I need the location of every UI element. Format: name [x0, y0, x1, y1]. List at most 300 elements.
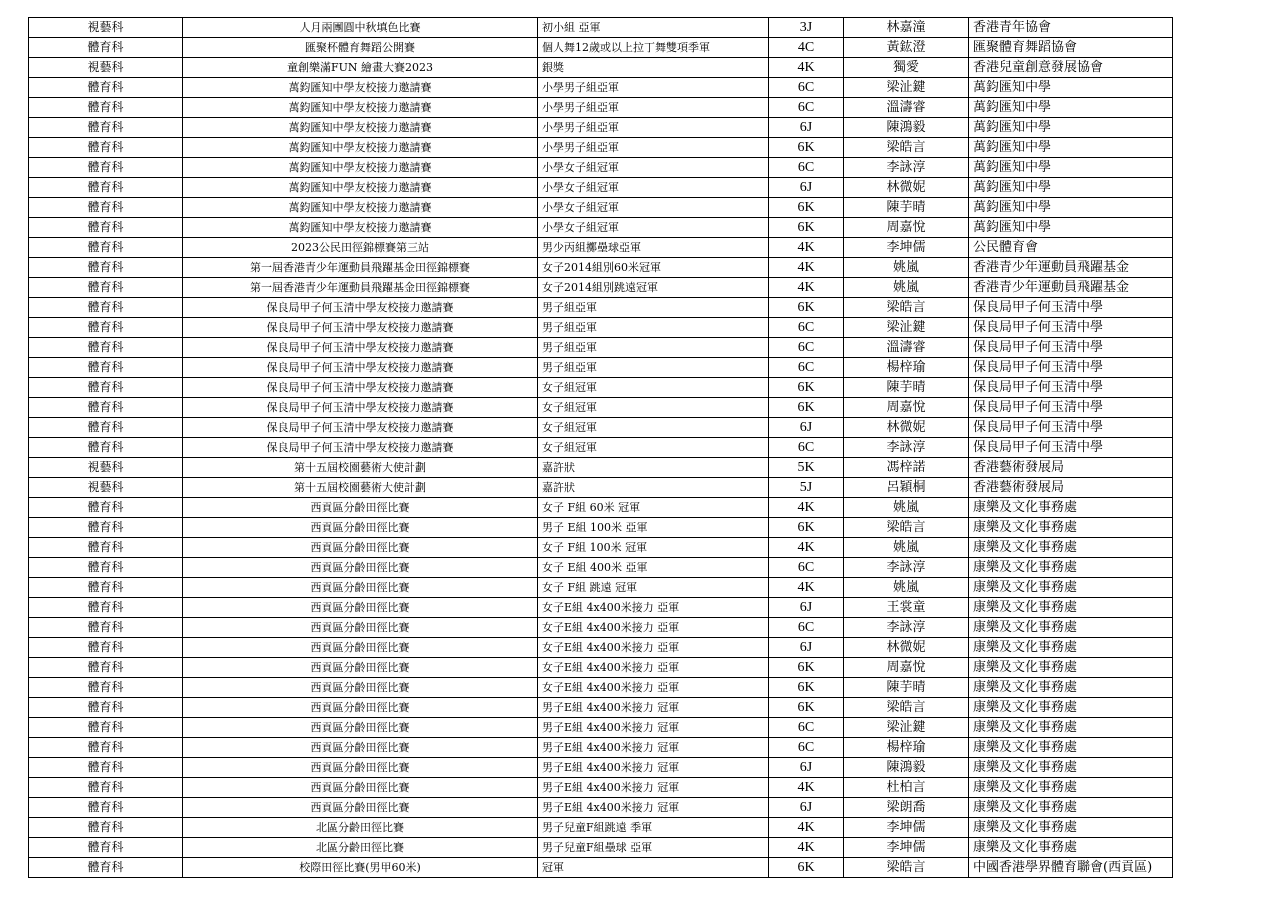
class-cell: 6J	[769, 638, 844, 658]
organizer-cell: 保良局甲子何玉清中學	[969, 398, 1173, 418]
event-cell: 西貢區分齡田徑比賽	[183, 498, 538, 518]
event-cell: 保良局甲子何玉清中學友校接力邀請賽	[183, 438, 538, 458]
event-cell: 第一屆香港青少年運動員飛躍基金田徑錦標賽	[183, 258, 538, 278]
organizer-cell: 保良局甲子何玉清中學	[969, 418, 1173, 438]
organizer-cell: 保良局甲子何玉清中學	[969, 358, 1173, 378]
student-name-cell: 姚嵐	[844, 278, 969, 298]
student-name-cell: 李坤儒	[844, 838, 969, 858]
award-cell: 女子E組 4x400米接力 亞軍	[538, 658, 769, 678]
award-cell: 小學女子組冠軍	[538, 158, 769, 178]
student-name-cell: 王裳童	[844, 598, 969, 618]
table-row	[29, 238, 1173, 258]
student-name-cell: 楊梓瑜	[844, 358, 969, 378]
event-cell: 第十五屆校園藝術大使計劃	[183, 458, 538, 478]
subject-cell: 體育科	[29, 838, 183, 858]
class-cell: 6J	[769, 178, 844, 198]
student-name-cell: 李坤儒	[844, 818, 969, 838]
event-cell: 校際田徑比賽(男甲60米)	[183, 858, 538, 878]
class-cell: 6K	[769, 298, 844, 318]
organizer-cell: 萬鈞匯知中學	[969, 98, 1173, 118]
award-cell: 男子E組 4x400米接力 冠軍	[538, 698, 769, 718]
event-cell: 匯聚杯體育舞蹈公開賽	[183, 38, 538, 58]
table-row	[29, 798, 1173, 818]
event-cell: 北區分齡田徑比賽	[183, 838, 538, 858]
student-name-cell: 梁朗喬	[844, 798, 969, 818]
subject-cell: 體育科	[29, 138, 183, 158]
table-row	[29, 858, 1173, 878]
student-name-cell: 李詠淳	[844, 618, 969, 638]
organizer-cell: 萬鈞匯知中學	[969, 218, 1173, 238]
organizer-cell: 康樂及文化事務處	[969, 838, 1173, 858]
organizer-cell: 康樂及文化事務處	[969, 618, 1173, 638]
subject-cell: 體育科	[29, 218, 183, 238]
organizer-cell: 康樂及文化事務處	[969, 738, 1173, 758]
organizer-cell: 康樂及文化事務處	[969, 798, 1173, 818]
organizer-cell: 萬鈞匯知中學	[969, 158, 1173, 178]
table-row	[29, 478, 1173, 498]
class-cell: 4K	[769, 238, 844, 258]
subject-cell: 體育科	[29, 718, 183, 738]
award-cell: 男子組亞軍	[538, 318, 769, 338]
organizer-cell: 康樂及文化事務處	[969, 678, 1173, 698]
table-row	[29, 538, 1173, 558]
student-name-cell: 楊梓瑜	[844, 738, 969, 758]
subject-cell: 視藝科	[29, 458, 183, 478]
class-cell: 6J	[769, 118, 844, 138]
class-cell: 6K	[769, 678, 844, 698]
student-name-cell: 周嘉悅	[844, 218, 969, 238]
table-row	[29, 178, 1173, 198]
award-cell: 男子 E組 100米 亞軍	[538, 518, 769, 538]
subject-cell: 體育科	[29, 318, 183, 338]
student-name-cell: 梁皓言	[844, 698, 969, 718]
event-cell: 西貢區分齡田徑比賽	[183, 518, 538, 538]
subject-cell: 體育科	[29, 278, 183, 298]
award-cell: 女子 F組 60米 冠軍	[538, 498, 769, 518]
student-name-cell: 陳鴻毅	[844, 118, 969, 138]
award-cell: 男子E組 4x400米接力 冠軍	[538, 758, 769, 778]
event-cell: 人月兩團圓中秋填色比賽	[183, 18, 538, 38]
event-cell: 2023公民田徑錦標賽第三站	[183, 238, 538, 258]
award-cell: 女子E組 4x400米接力 亞軍	[538, 618, 769, 638]
event-cell: 萬鈞匯知中學友校接力邀請賽	[183, 158, 538, 178]
subject-cell: 體育科	[29, 798, 183, 818]
organizer-cell: 萬鈞匯知中學	[969, 78, 1173, 98]
event-cell: 保良局甲子何玉清中學友校接力邀請賽	[183, 378, 538, 398]
class-cell: 4K	[769, 778, 844, 798]
student-name-cell: 陳芋晴	[844, 198, 969, 218]
student-name-cell: 周嘉悅	[844, 398, 969, 418]
class-cell: 6K	[769, 378, 844, 398]
class-cell: 6C	[769, 78, 844, 98]
award-cell: 女子組冠軍	[538, 418, 769, 438]
table-row	[29, 38, 1173, 58]
event-cell: 西貢區分齡田徑比賽	[183, 738, 538, 758]
student-name-cell: 姚嵐	[844, 578, 969, 598]
student-name-cell: 梁沚鍵	[844, 318, 969, 338]
subject-cell: 體育科	[29, 258, 183, 278]
table-row	[29, 118, 1173, 138]
student-name-cell: 周嘉悅	[844, 658, 969, 678]
subject-cell: 體育科	[29, 658, 183, 678]
subject-cell: 體育科	[29, 398, 183, 418]
class-cell: 4K	[769, 578, 844, 598]
subject-cell: 體育科	[29, 858, 183, 878]
organizer-cell: 康樂及文化事務處	[969, 718, 1173, 738]
subject-cell: 體育科	[29, 38, 183, 58]
award-cell: 男子E組 4x400米接力 冠軍	[538, 738, 769, 758]
organizer-cell: 康樂及文化事務處	[969, 558, 1173, 578]
table-row	[29, 338, 1173, 358]
class-cell: 6K	[769, 518, 844, 538]
award-cell: 小學女子組冠軍	[538, 178, 769, 198]
class-cell: 6K	[769, 138, 844, 158]
award-cell: 男子兒童F組壘球 亞軍	[538, 838, 769, 858]
event-cell: 西貢區分齡田徑比賽	[183, 778, 538, 798]
subject-cell: 體育科	[29, 758, 183, 778]
organizer-cell: 萬鈞匯知中學	[969, 198, 1173, 218]
award-cell: 女子 E組 400米 亞軍	[538, 558, 769, 578]
student-name-cell: 梁皓言	[844, 858, 969, 878]
class-cell: 6J	[769, 798, 844, 818]
event-cell: 萬鈞匯知中學友校接力邀請賽	[183, 98, 538, 118]
subject-cell: 體育科	[29, 78, 183, 98]
event-cell: 萬鈞匯知中學友校接力邀請賽	[183, 218, 538, 238]
event-cell: 保良局甲子何玉清中學友校接力邀請賽	[183, 358, 538, 378]
organizer-cell: 保良局甲子何玉清中學	[969, 438, 1173, 458]
event-cell: 西貢區分齡田徑比賽	[183, 598, 538, 618]
organizer-cell: 香港藝術發展局	[969, 458, 1173, 478]
event-cell: 第十五屆校園藝術大使計劃	[183, 478, 538, 498]
awards-table-body	[29, 18, 1173, 878]
table-row	[29, 378, 1173, 398]
award-cell: 初小組 亞軍	[538, 18, 769, 38]
organizer-cell: 康樂及文化事務處	[969, 818, 1173, 838]
organizer-cell: 香港青年協會	[969, 18, 1173, 38]
subject-cell: 體育科	[29, 438, 183, 458]
student-name-cell: 李詠淳	[844, 438, 969, 458]
table-row	[29, 578, 1173, 598]
award-cell: 小學女子組冠軍	[538, 218, 769, 238]
organizer-cell: 康樂及文化事務處	[969, 598, 1173, 618]
subject-cell: 體育科	[29, 198, 183, 218]
student-name-cell: 梁皓言	[844, 138, 969, 158]
table-row	[29, 458, 1173, 478]
event-cell: 西貢區分齡田徑比賽	[183, 798, 538, 818]
class-cell: 6J	[769, 598, 844, 618]
organizer-cell: 康樂及文化事務處	[969, 658, 1173, 678]
award-cell: 冠軍	[538, 858, 769, 878]
event-cell: 西貢區分齡田徑比賽	[183, 698, 538, 718]
class-cell: 6C	[769, 618, 844, 638]
subject-cell: 體育科	[29, 818, 183, 838]
awards-table	[28, 17, 1173, 878]
award-cell: 男子組亞軍	[538, 358, 769, 378]
event-cell: 西貢區分齡田徑比賽	[183, 678, 538, 698]
event-cell: 西貢區分齡田徑比賽	[183, 718, 538, 738]
organizer-cell: 萬鈞匯知中學	[969, 178, 1173, 198]
award-cell: 男少丙組擲壘球亞軍	[538, 238, 769, 258]
award-cell: 男子兒童F組跳遠 季軍	[538, 818, 769, 838]
table-row	[29, 78, 1173, 98]
event-cell: 西貢區分齡田徑比賽	[183, 658, 538, 678]
class-cell: 6K	[769, 658, 844, 678]
organizer-cell: 保良局甲子何玉清中學	[969, 298, 1173, 318]
table-row	[29, 498, 1173, 518]
table-row	[29, 618, 1173, 638]
award-cell: 嘉許狀	[538, 478, 769, 498]
student-name-cell: 李詠淳	[844, 158, 969, 178]
subject-cell: 體育科	[29, 698, 183, 718]
class-cell: 6C	[769, 98, 844, 118]
class-cell: 5J	[769, 478, 844, 498]
student-name-cell: 姚嵐	[844, 498, 969, 518]
class-cell: 6C	[769, 738, 844, 758]
table-row	[29, 838, 1173, 858]
organizer-cell: 中國香港學界體育聯會(西貢區)	[969, 858, 1173, 878]
subject-cell: 體育科	[29, 738, 183, 758]
table-row	[29, 658, 1173, 678]
award-cell: 女子組冠軍	[538, 438, 769, 458]
table-row	[29, 218, 1173, 238]
subject-cell: 體育科	[29, 618, 183, 638]
table-row	[29, 738, 1173, 758]
subject-cell: 視藝科	[29, 18, 183, 38]
table-row	[29, 278, 1173, 298]
subject-cell: 體育科	[29, 538, 183, 558]
organizer-cell: 香港兒童創意發展協會	[969, 58, 1173, 78]
organizer-cell: 萬鈞匯知中學	[969, 138, 1173, 158]
table-row	[29, 558, 1173, 578]
event-cell: 萬鈞匯知中學友校接力邀請賽	[183, 118, 538, 138]
subject-cell: 體育科	[29, 238, 183, 258]
class-cell: 6K	[769, 198, 844, 218]
class-cell: 4K	[769, 838, 844, 858]
student-name-cell: 陳芋晴	[844, 378, 969, 398]
event-cell: 西貢區分齡田徑比賽	[183, 578, 538, 598]
event-cell: 西貢區分齡田徑比賽	[183, 758, 538, 778]
award-cell: 女子2014組別跳遠冠軍	[538, 278, 769, 298]
table-row	[29, 418, 1173, 438]
organizer-cell: 保良局甲子何玉清中學	[969, 318, 1173, 338]
event-cell: 保良局甲子何玉清中學友校接力邀請賽	[183, 398, 538, 418]
organizer-cell: 匯聚體育舞蹈協會	[969, 38, 1173, 58]
organizer-cell: 康樂及文化事務處	[969, 698, 1173, 718]
class-cell: 6J	[769, 418, 844, 438]
class-cell: 6C	[769, 358, 844, 378]
subject-cell: 體育科	[29, 298, 183, 318]
table-row	[29, 818, 1173, 838]
class-cell: 6K	[769, 398, 844, 418]
student-name-cell: 李詠淳	[844, 558, 969, 578]
class-cell: 6K	[769, 698, 844, 718]
subject-cell: 體育科	[29, 158, 183, 178]
subject-cell: 體育科	[29, 498, 183, 518]
class-cell: 6K	[769, 858, 844, 878]
table-row	[29, 138, 1173, 158]
award-cell: 女子 F組 跳遠 冠軍	[538, 578, 769, 598]
award-cell: 女子2014組別60米冠軍	[538, 258, 769, 278]
student-name-cell: 杜柏言	[844, 778, 969, 798]
table-row	[29, 758, 1173, 778]
student-name-cell: 林微妮	[844, 178, 969, 198]
table-row	[29, 638, 1173, 658]
subject-cell: 體育科	[29, 678, 183, 698]
event-cell: 北區分齡田徑比賽	[183, 818, 538, 838]
award-cell: 男子組亞軍	[538, 298, 769, 318]
student-name-cell: 梁沚鍵	[844, 718, 969, 738]
class-cell: 6C	[769, 438, 844, 458]
class-cell: 4K	[769, 278, 844, 298]
student-name-cell: 梁皓言	[844, 298, 969, 318]
class-cell: 4K	[769, 498, 844, 518]
award-cell: 嘉許狀	[538, 458, 769, 478]
organizer-cell: 香港青少年運動員飛躍基金	[969, 258, 1173, 278]
class-cell: 6K	[769, 218, 844, 238]
class-cell: 4K	[769, 258, 844, 278]
event-cell: 保良局甲子何玉清中學友校接力邀請賽	[183, 298, 538, 318]
organizer-cell: 萬鈞匯知中學	[969, 118, 1173, 138]
organizer-cell: 保良局甲子何玉清中學	[969, 338, 1173, 358]
organizer-cell: 香港青少年運動員飛躍基金	[969, 278, 1173, 298]
table-row	[29, 518, 1173, 538]
student-name-cell: 姚嵐	[844, 258, 969, 278]
table-row	[29, 438, 1173, 458]
event-cell: 西貢區分齡田徑比賽	[183, 618, 538, 638]
subject-cell: 體育科	[29, 578, 183, 598]
student-name-cell: 梁皓言	[844, 518, 969, 538]
class-cell: 4C	[769, 38, 844, 58]
subject-cell: 體育科	[29, 518, 183, 538]
table-row	[29, 398, 1173, 418]
event-cell: 保良局甲子何玉清中學友校接力邀請賽	[183, 318, 538, 338]
subject-cell: 體育科	[29, 358, 183, 378]
award-cell: 男子E組 4x400米接力 冠軍	[538, 798, 769, 818]
subject-cell: 體育科	[29, 178, 183, 198]
table-row	[29, 298, 1173, 318]
subject-cell: 視藝科	[29, 478, 183, 498]
event-cell: 第一屆香港青少年運動員飛躍基金田徑錦標賽	[183, 278, 538, 298]
event-cell: 童創樂滿FUN 繪畫大賽2023	[183, 58, 538, 78]
organizer-cell: 公民體育會	[969, 238, 1173, 258]
table-row	[29, 18, 1173, 38]
class-cell: 6C	[769, 338, 844, 358]
award-cell: 女子E組 4x400米接力 亞軍	[538, 638, 769, 658]
class-cell: 6C	[769, 718, 844, 738]
award-cell: 小學男子組亞軍	[538, 118, 769, 138]
student-name-cell: 林嘉潼	[844, 18, 969, 38]
student-name-cell: 林微妮	[844, 418, 969, 438]
subject-cell: 體育科	[29, 638, 183, 658]
award-cell: 小學男子組亞軍	[538, 138, 769, 158]
student-name-cell: 姚嵐	[844, 538, 969, 558]
class-cell: 4K	[769, 58, 844, 78]
class-cell: 6C	[769, 318, 844, 338]
student-name-cell: 陳芋晴	[844, 678, 969, 698]
award-cell: 小學女子組冠軍	[538, 198, 769, 218]
student-name-cell: 梁沚鍵	[844, 78, 969, 98]
student-name-cell: 獨愛	[844, 58, 969, 78]
event-cell: 西貢區分齡田徑比賽	[183, 538, 538, 558]
class-cell: 3J	[769, 18, 844, 38]
student-name-cell: 林微妮	[844, 638, 969, 658]
organizer-cell: 康樂及文化事務處	[969, 538, 1173, 558]
award-cell: 小學男子組亞軍	[538, 98, 769, 118]
table-row	[29, 318, 1173, 338]
student-name-cell: 呂穎桐	[844, 478, 969, 498]
award-cell: 女子組冠軍	[538, 398, 769, 418]
event-cell: 萬鈞匯知中學友校接力邀請賽	[183, 178, 538, 198]
student-name-cell: 馮梓諾	[844, 458, 969, 478]
organizer-cell: 保良局甲子何玉清中學	[969, 378, 1173, 398]
table-row	[29, 678, 1173, 698]
event-cell: 西貢區分齡田徑比賽	[183, 638, 538, 658]
class-cell: 6C	[769, 158, 844, 178]
subject-cell: 體育科	[29, 338, 183, 358]
award-cell: 男子E組 4x400米接力 冠軍	[538, 778, 769, 798]
award-cell: 小學男子組亞軍	[538, 78, 769, 98]
award-cell: 個人舞12歲或以上拉丁舞雙項季軍	[538, 38, 769, 58]
event-cell: 保良局甲子何玉清中學友校接力邀請賽	[183, 338, 538, 358]
table-row	[29, 598, 1173, 618]
organizer-cell: 康樂及文化事務處	[969, 578, 1173, 598]
class-cell: 5K	[769, 458, 844, 478]
table-row	[29, 778, 1173, 798]
student-name-cell: 溫濤睿	[844, 98, 969, 118]
organizer-cell: 香港藝術發展局	[969, 478, 1173, 498]
subject-cell: 體育科	[29, 378, 183, 398]
student-name-cell: 陳鴻毅	[844, 758, 969, 778]
award-cell: 女子E組 4x400米接力 亞軍	[538, 678, 769, 698]
subject-cell: 體育科	[29, 778, 183, 798]
event-cell: 保良局甲子何玉清中學友校接力邀請賽	[183, 418, 538, 438]
event-cell: 西貢區分齡田徑比賽	[183, 558, 538, 578]
organizer-cell: 康樂及文化事務處	[969, 638, 1173, 658]
organizer-cell: 康樂及文化事務處	[969, 518, 1173, 538]
subject-cell: 視藝科	[29, 58, 183, 78]
award-cell: 女子E組 4x400米接力 亞軍	[538, 598, 769, 618]
organizer-cell: 康樂及文化事務處	[969, 758, 1173, 778]
organizer-cell: 康樂及文化事務處	[969, 498, 1173, 518]
class-cell: 6J	[769, 758, 844, 778]
event-cell: 萬鈞匯知中學友校接力邀請賽	[183, 138, 538, 158]
organizer-cell: 康樂及文化事務處	[969, 778, 1173, 798]
table-row	[29, 358, 1173, 378]
table-row	[29, 258, 1173, 278]
award-cell: 男子E組 4x400米接力 冠軍	[538, 718, 769, 738]
class-cell: 4K	[769, 538, 844, 558]
award-cell: 男子組亞軍	[538, 338, 769, 358]
student-name-cell: 溫濤睿	[844, 338, 969, 358]
subject-cell: 體育科	[29, 98, 183, 118]
table-row	[29, 58, 1173, 78]
table-row	[29, 718, 1173, 738]
award-cell: 銀獎	[538, 58, 769, 78]
table-row	[29, 698, 1173, 718]
student-name-cell: 黃鈜澄	[844, 38, 969, 58]
table-row	[29, 98, 1173, 118]
subject-cell: 體育科	[29, 598, 183, 618]
table-row	[29, 158, 1173, 178]
subject-cell: 體育科	[29, 558, 183, 578]
class-cell: 4K	[769, 818, 844, 838]
student-name-cell: 李坤儒	[844, 238, 969, 258]
award-cell: 女子組冠軍	[538, 378, 769, 398]
class-cell: 6C	[769, 558, 844, 578]
subject-cell: 體育科	[29, 118, 183, 138]
event-cell: 萬鈞匯知中學友校接力邀請賽	[183, 198, 538, 218]
award-cell: 女子 F組 100米 冠軍	[538, 538, 769, 558]
